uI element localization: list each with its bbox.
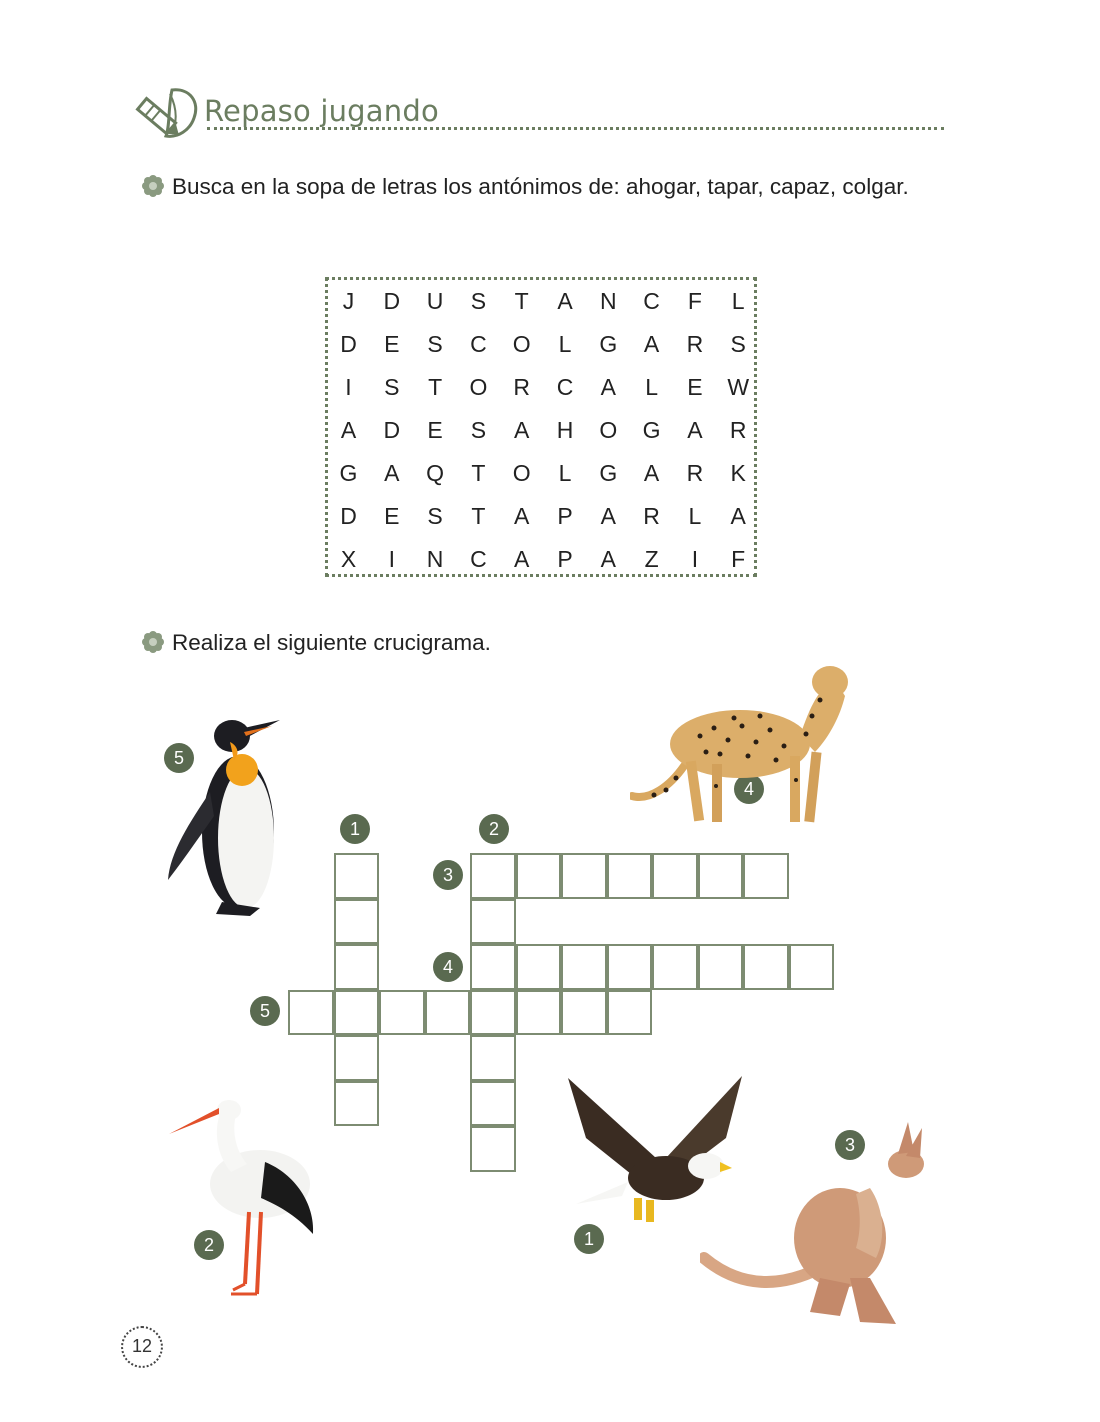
crossword-cell[interactable] <box>470 1035 516 1081</box>
animal-number-cheetah: 4 <box>734 774 764 804</box>
word-search-letter: K <box>730 460 746 486</box>
crossword-cell[interactable] <box>698 853 744 899</box>
word-search-letter: R <box>686 460 704 486</box>
word-search-letter: O <box>599 417 618 443</box>
word-search-letter: S <box>470 288 487 314</box>
word-search-letter: R <box>729 417 747 443</box>
word-search-letter: S <box>427 503 443 529</box>
crossword-cell[interactable] <box>334 1081 380 1127</box>
word-search-row <box>328 452 754 495</box>
crossword-cell[interactable] <box>561 990 607 1036</box>
animal-number-eagle: 1 <box>574 1224 604 1254</box>
crossword-cell[interactable] <box>607 990 653 1036</box>
stork-image <box>165 1094 320 1304</box>
word-search-letter: L <box>688 503 702 529</box>
animal-number-kangaroo: 3 <box>835 1130 865 1160</box>
word-search-letter: T <box>471 460 486 486</box>
animal-number-penguin: 5 <box>164 743 194 773</box>
crossword-cell[interactable] <box>470 944 516 990</box>
crossword-cell[interactable] <box>470 853 516 899</box>
crossword-cell[interactable] <box>334 899 380 945</box>
instruction-text: Busca en la sopa de letras los antónimos de: ahogar, tapar, capaz, colgar. <box>172 174 909 199</box>
crossword-cell[interactable] <box>652 944 698 990</box>
instruction-text: Realiza el siguiente crucigrama. <box>172 630 491 655</box>
crossword-cell[interactable] <box>379 990 425 1036</box>
flower-bullet-icon <box>142 631 164 653</box>
word-search-letter: F <box>687 288 702 314</box>
instruction-crossword <box>142 626 491 660</box>
pencil-leaf-icon <box>132 86 202 146</box>
word-search-letter: T <box>428 374 443 400</box>
word-search-letter: P <box>557 503 573 529</box>
word-search-letter: G <box>642 417 661 443</box>
word-search-letter: D <box>340 331 357 357</box>
word-search-letter: S <box>470 417 487 443</box>
word-search-letter: A <box>600 503 616 529</box>
crossword-cell[interactable] <box>561 944 607 990</box>
page-title: Repaso jugando <box>204 94 439 128</box>
crossword-cell[interactable] <box>743 853 789 899</box>
word-search-row <box>328 495 754 538</box>
word-search-letter: C <box>556 374 574 400</box>
word-search-letter: A <box>514 503 530 529</box>
word-search-letter: O <box>469 374 488 400</box>
word-search-letter: Z <box>644 546 659 572</box>
crossword-cell[interactable] <box>743 944 789 990</box>
word-search-letter: G <box>599 331 618 357</box>
word-search-letter: I <box>345 374 352 400</box>
word-search-letter: J <box>342 288 355 314</box>
word-search-letter: C <box>470 546 487 572</box>
word-search-row <box>328 280 754 323</box>
crossword-cell[interactable] <box>425 990 471 1036</box>
word-search-letter: A <box>340 417 357 443</box>
crossword-cell[interactable] <box>516 853 562 899</box>
word-search-letter: X <box>340 546 357 572</box>
crossword-cell[interactable] <box>288 990 334 1036</box>
crossword-cell[interactable] <box>470 1126 516 1172</box>
word-search-row <box>328 366 754 409</box>
flower-bullet-icon <box>142 175 164 197</box>
word-search-letter: R <box>643 503 660 529</box>
penguin-image <box>160 712 285 922</box>
word-search-letter: W <box>727 374 750 400</box>
word-search-letter: E <box>687 374 703 400</box>
word-search-letter: R <box>513 374 530 400</box>
word-search-letter: O <box>512 331 531 357</box>
crossword-cell[interactable] <box>334 1035 380 1081</box>
word-search-letter: A <box>643 331 660 357</box>
word-search-letter: I <box>691 546 699 572</box>
word-search-letter: N <box>426 546 444 572</box>
word-search-letter: S <box>384 374 400 400</box>
page-number: 12 <box>121 1326 163 1368</box>
word-search-letter: S <box>427 331 443 357</box>
crossword-cell[interactable] <box>470 899 516 945</box>
crossword-cell[interactable] <box>652 853 698 899</box>
cheetah-image <box>630 656 860 831</box>
word-search-letter: D <box>383 288 401 314</box>
word-search-letter: L <box>645 374 658 400</box>
clue-number-2: 2 <box>479 814 509 844</box>
word-search-letter: T <box>514 288 529 314</box>
word-search-letter: L <box>558 331 572 357</box>
word-search-letter: I <box>388 546 395 572</box>
word-search-row <box>328 323 754 366</box>
dotted-divider <box>207 127 944 130</box>
word-search-grid <box>325 277 757 577</box>
word-search-letter: E <box>384 503 400 529</box>
crossword-cell[interactable] <box>334 944 380 990</box>
animal-number-stork: 2 <box>194 1230 224 1260</box>
crossword-cell[interactable] <box>334 990 380 1036</box>
word-search-letter: G <box>339 460 358 486</box>
word-search-letter: C <box>470 331 487 357</box>
word-search-letter: A <box>514 546 530 572</box>
clue-number-4: 4 <box>433 952 463 982</box>
clue-number-1: 1 <box>340 814 370 844</box>
crossword-cell[interactable] <box>607 853 653 899</box>
word-search-letter: D <box>340 503 357 529</box>
crossword-cell[interactable] <box>470 1081 516 1127</box>
word-search-letter: N <box>599 288 617 314</box>
word-search-row <box>328 538 754 581</box>
word-search-letter: H <box>556 417 574 443</box>
word-search-letter: U <box>426 288 444 314</box>
crossword-cell[interactable] <box>698 944 744 990</box>
word-search-letter: R <box>686 331 704 357</box>
crossword-cell[interactable] <box>334 853 380 899</box>
word-search-letter: A <box>643 460 660 486</box>
word-search-letter: L <box>558 460 572 486</box>
word-search-row <box>328 409 754 452</box>
word-search-letter: T <box>471 503 486 529</box>
word-search-letter: F <box>731 546 746 572</box>
crossword-cell[interactable] <box>516 990 562 1036</box>
crossword-cell[interactable] <box>470 990 516 1036</box>
crossword-cell[interactable] <box>516 944 562 990</box>
crossword-cell[interactable] <box>607 944 653 990</box>
word-search-letter: A <box>557 288 573 314</box>
instruction-word-search <box>142 170 942 204</box>
clue-number-5: 5 <box>250 996 280 1026</box>
word-search-letter: A <box>730 503 746 529</box>
word-search-letter: S <box>730 331 746 357</box>
word-search-letter: E <box>384 331 400 357</box>
kangaroo-image <box>700 1118 935 1333</box>
word-search-letter: A <box>687 417 703 443</box>
word-search-letter: Q <box>426 460 445 486</box>
word-search-letter: G <box>599 460 618 486</box>
clue-number-3: 3 <box>433 860 463 890</box>
section-header <box>132 86 944 146</box>
word-search-letter: C <box>643 288 660 314</box>
word-search-letter: A <box>600 374 616 400</box>
word-search-letter: A <box>600 546 616 572</box>
word-search-letter: E <box>427 417 443 443</box>
word-search-letter: P <box>557 546 573 572</box>
word-search-letter: A <box>514 417 530 443</box>
word-search-letter: L <box>731 288 745 314</box>
word-search-letter: A <box>384 460 400 486</box>
word-search-letter: D <box>383 417 401 443</box>
crossword-cell[interactable] <box>561 853 607 899</box>
word-search-letter: O <box>512 460 531 486</box>
crossword-cell[interactable] <box>789 944 835 990</box>
